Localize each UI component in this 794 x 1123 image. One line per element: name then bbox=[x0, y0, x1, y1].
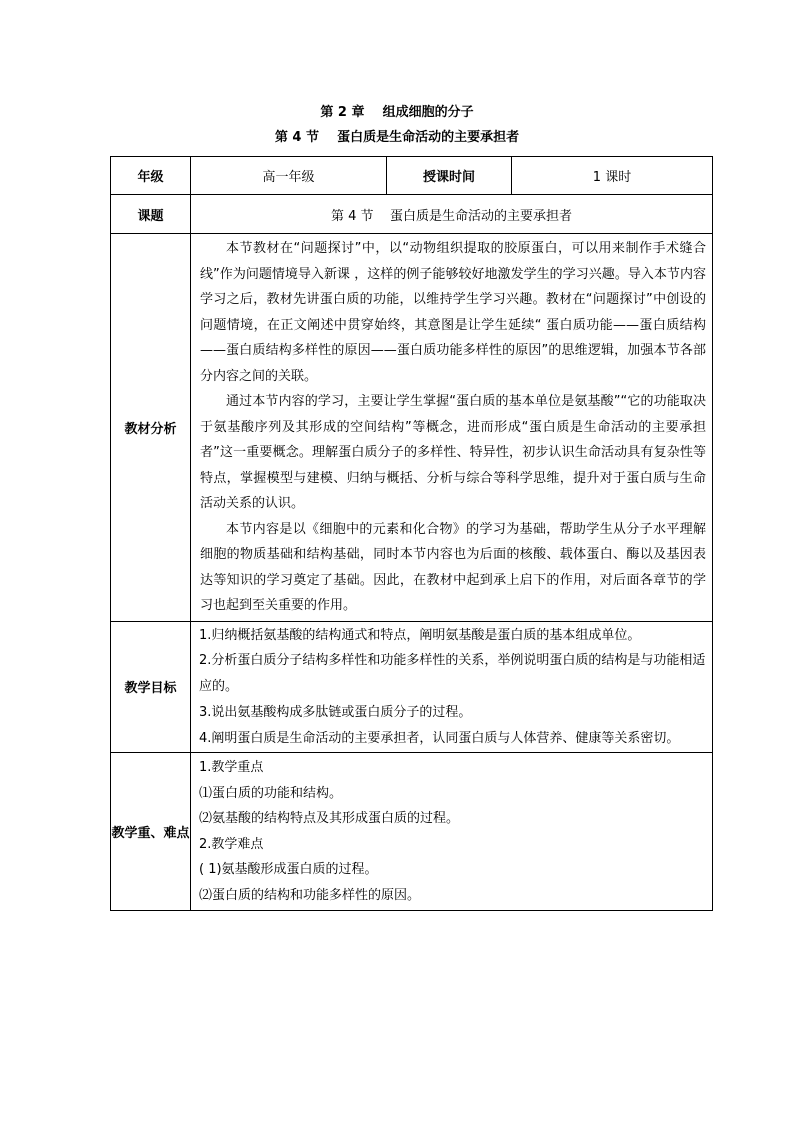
focus-item: ⑵蛋白质的结构和功能多样性的原因。 bbox=[199, 887, 421, 903]
analysis-row bbox=[111, 234, 713, 622]
focus-row bbox=[111, 753, 713, 911]
goals-row bbox=[111, 621, 713, 753]
analysis-paragraph: 通过本节内容的学习，主要让学生掌握“蛋白质的基本单位是氨基酸”“它的功能取决于氨基酸序列及其形成的空间结构”等概念，进而形成“蛋白质是生命活动的主要承担者”这一重要概念。理解蛋白质分子的多样性、特异性，初步认识生命活动具有复杂性等特点，掌握模型与建模、归纳与概括、分析与综合等科学思维，提升对于蛋白质与生命活动关系的认识。 bbox=[200, 394, 706, 511]
goal-item: 4.阐明蛋白质是生命活动的主要承担者，认同蛋白质与人体营养、健康等关系密切。 bbox=[199, 730, 680, 746]
chapter-title: 第 2 章 组成细胞的分子 bbox=[320, 105, 474, 120]
focus-item: ⑵氨基酸的结构特点及其形成蛋白质的过程。 bbox=[199, 811, 460, 827]
focus-item: ( 1)氨基酸形成蛋白质的过程。 bbox=[199, 862, 378, 878]
goals-label: 教学目标 bbox=[111, 621, 191, 753]
focus-label: 教学重、难点 bbox=[111, 753, 191, 911]
class-time-value: 1 课时 bbox=[512, 157, 713, 195]
goal-item: 3.说出氨基酸构成多肽链或蛋白质分子的过程。 bbox=[199, 704, 472, 720]
grade-row bbox=[111, 157, 713, 195]
analysis-content bbox=[191, 234, 713, 622]
analysis-paragraph: 本节内容是以《细胞中的元素和化合物》的学习为基础，帮助学生从分子水平理解细胞的物质基础和结构基础，同时本节内容也为后面的核酸、载体蛋白、酶以及基因表达等知识的学习奠定了基础。因此，在教材中起到承上启下的作用，对后面各章节的学习也起到至关重要的作用。 bbox=[200, 521, 706, 613]
goals-content bbox=[191, 621, 713, 753]
focus-item: 1.教学重点 bbox=[199, 760, 264, 776]
analysis-paragraph: 本节教材在“问题探讨”中，以“动物组织提取的胶原蛋白，可以用来制作手术缝合线”作为问题情境导入新课 ，这样的例子能够较好地激发学生的学习兴趣。导入本节内容学习之后，教材先讲蛋白质的功能，以维持学生学习兴趣。教材在“问题探讨”中创设的问题情境，在正文阐述中贯穿始终，其意图是让学生延续“ 蛋白质功能——蛋白质结构——蛋白质结构多样性的原因——蛋白质功能多样性的原因”的思维逻辑，加强本节各部分内容之间的关联。 bbox=[200, 241, 706, 384]
grade-label: 年级 bbox=[111, 157, 191, 195]
goal-item: 2.分析蛋白质分子结构多样性和功能多样性的关系，举例说明蛋白质的结构是与功能相适应的。 bbox=[199, 653, 706, 695]
topic-row bbox=[111, 195, 713, 234]
class-time-label: 授课时间 bbox=[387, 157, 512, 195]
section-title: 第 4 节 蛋白质是生命活动的主要承担者 bbox=[274, 130, 520, 145]
grade-value: 高一年级 bbox=[191, 157, 387, 195]
lesson-plan-table bbox=[110, 156, 713, 911]
analysis-label: 教材分析 bbox=[111, 234, 191, 622]
goal-item: 1.归纳概括氨基酸的结构通式和特点，阐明氨基酸是蛋白质的基本组成单位。 bbox=[199, 627, 641, 643]
topic-label: 课题 bbox=[111, 195, 191, 234]
topic-value: 第 4 节 蛋白质是生命活动的主要承担者 bbox=[191, 195, 713, 234]
focus-content bbox=[191, 753, 713, 911]
focus-item: ⑴蛋白质的功能和结构。 bbox=[199, 785, 343, 801]
focus-item: 2.教学难点 bbox=[199, 836, 264, 852]
